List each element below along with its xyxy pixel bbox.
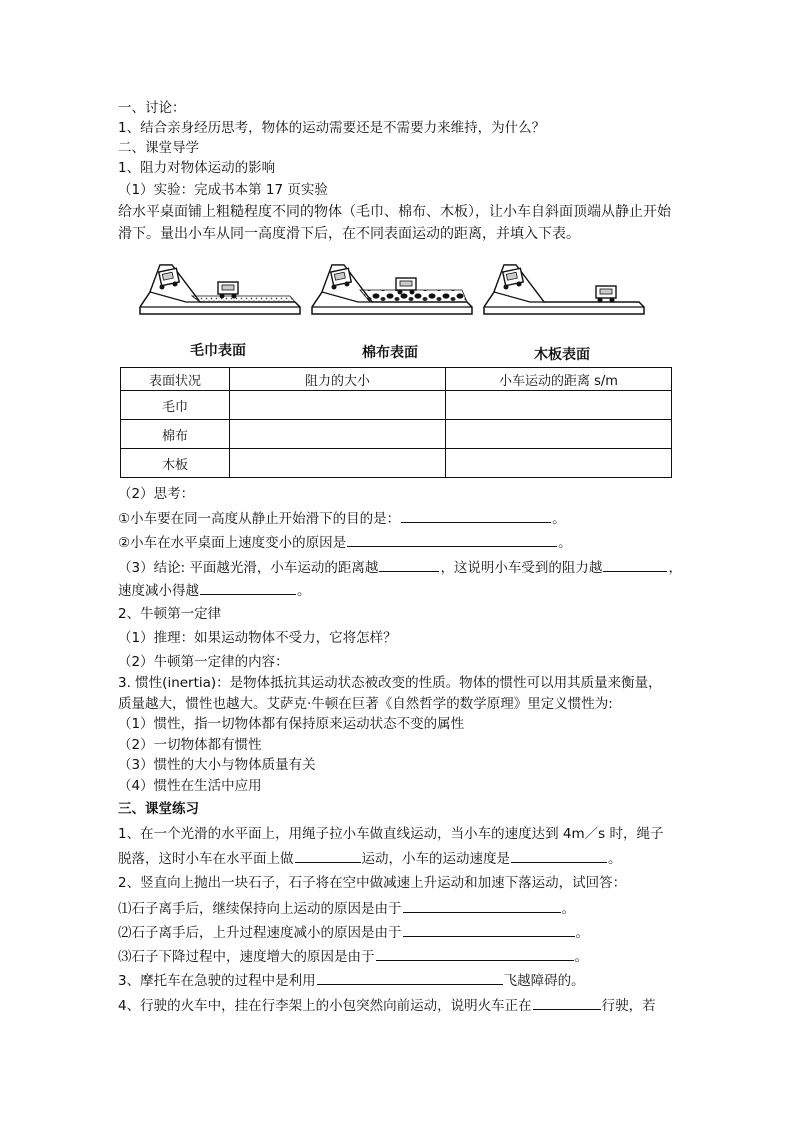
experiment-instruction-1: 给水平桌面铺上粗糙程度不同的物体（毛巾、棉布、木板），让小车自斜面顶端从静止开始 [118,204,671,220]
answer-blank[interactable] [376,946,574,961]
cell-blank[interactable] [446,449,672,478]
header-surface: 表面状况 [121,368,230,391]
answer-blank[interactable] [295,848,361,863]
newton-title: 2、牛顿第一定律 [118,606,222,622]
experiment-figure [130,262,650,372]
conclusion-line-1: （3）结论: 平面越光滑，小车运动的距离越 ，这说明小车受到的阻力越 ， [118,557,682,578]
answer-blank[interactable] [347,532,557,547]
exercise-2-intro: 2、竖直向上抛出一块石子，石子将在空中做减速上升运动和加速下落运动，试回答： [118,875,627,891]
answer-blank[interactable] [403,922,575,937]
newton-reasoning: （1）推理：如果运动物体不受力，它将怎样？ [118,630,397,646]
caption-towel: 毛巾表面 [190,343,246,359]
table-row [121,420,672,449]
exercise-2-c: ⑶石子下降过程中，速度增大的原因是由于 。 [118,946,588,967]
cell-blank[interactable] [230,449,446,478]
conclusion-line-2: 速度减小得越 。 [118,580,311,601]
caption-wood: 木板表面 [534,347,590,363]
answer-blank[interactable] [511,848,607,863]
table-row [121,391,672,420]
think-question-2: ②小车在水平桌面上速度变小的原因是 。 [118,532,572,553]
header-resistance: 阻力的大小 [230,368,446,391]
exercise-1-line-1: 1、在一个光滑的水平面上，用绳子拉小车做直线运动，当小车的速度达到 4m／s 时，绳子 [118,826,664,842]
newton-law-content: （2）牛顿第一定律的内容： [118,654,289,670]
experiment-instruction-2: 滑下。量出小车从同一高度滑下后，在不同表面运动的距离，并填入下表。 [118,226,580,242]
exercise-3: 3、摩托车在急驶的过程中是利用 飞越障碍的。 [118,970,585,991]
header-distance: 小车运动的距离 s/m [446,368,672,391]
cotton-ramp [312,265,472,314]
exercise-1-line-2: 脱落，这时小车在水平面上做 运动，小车的运动速度是 。 [118,848,622,869]
section-practice-title: 三、课堂练习 [118,801,199,817]
answer-blank[interactable] [200,580,296,595]
row-label-cotton: 棉布 [121,420,230,449]
exercise-4: 4、行驶的火车中，挂在行李架上的小包突然向前运动，说明火车正在 行驶，若 [118,995,656,1016]
cell-blank[interactable] [446,391,672,420]
answer-blank[interactable] [533,995,601,1010]
cell-blank[interactable] [230,420,446,449]
caption-cotton: 棉布表面 [362,345,418,361]
answer-blank[interactable] [603,557,667,572]
exercise-2-a: ⑴石子离手后，继续保持向上运动的原因是由于 。 [118,898,575,919]
row-label-towel: 毛巾 [121,391,230,420]
inertia-definition-1: 3. 惯性(inertia)：是物体抵抗其运动状态被改变的性质。物体的惯性可以用其质量来衡量， [118,675,662,691]
observation-table [120,367,672,478]
table-row [121,449,672,478]
subsection-resistance-title: 1、阻力对物体运动的影响 [118,160,276,176]
answer-blank[interactable] [379,557,439,572]
think-question-1: ①小车要在同一高度从静止开始滑下的目的是： 。 [118,508,566,529]
section-guide-title: 二、课堂导学 [118,140,199,156]
inertia-item-3: （3）惯性的大小与物体质量有关 [118,757,316,773]
inertia-item-2: （2）一切物体都有惯性 [118,737,262,753]
wood-ramp [484,265,644,314]
answer-blank[interactable] [317,970,503,985]
answer-blank[interactable] [401,508,551,523]
answer-blank[interactable] [403,898,561,913]
inertia-definition-2: 质量越大，惯性也越大。艾萨克·牛顿在巨著《自然哲学的数学原理》里定义惯性为: [118,696,613,712]
towel-ramp [140,265,300,314]
inertia-item-1: （1）惯性，指一切物体都有保持原来运动状态不变的属性 [118,716,465,732]
exercise-2-b: ⑵石子离手后，上升过程速度减小的原因是由于 。 [118,922,589,943]
discussion-question: 1、结合亲身经历思考，物体的运动需要还是不需要力来维持，为什么？ [118,120,546,136]
section-discussion-title: 一、讨论： [118,100,186,116]
inertia-item-4: （4）惯性在生活中应用 [118,778,262,794]
experiment-label: （1）实验：完成书本第 17 页实验 [118,182,328,198]
row-label-wood: 木板 [121,449,230,478]
cell-blank[interactable] [230,391,446,420]
cell-blank[interactable] [446,420,672,449]
think-title: （2）思考： [118,486,195,502]
